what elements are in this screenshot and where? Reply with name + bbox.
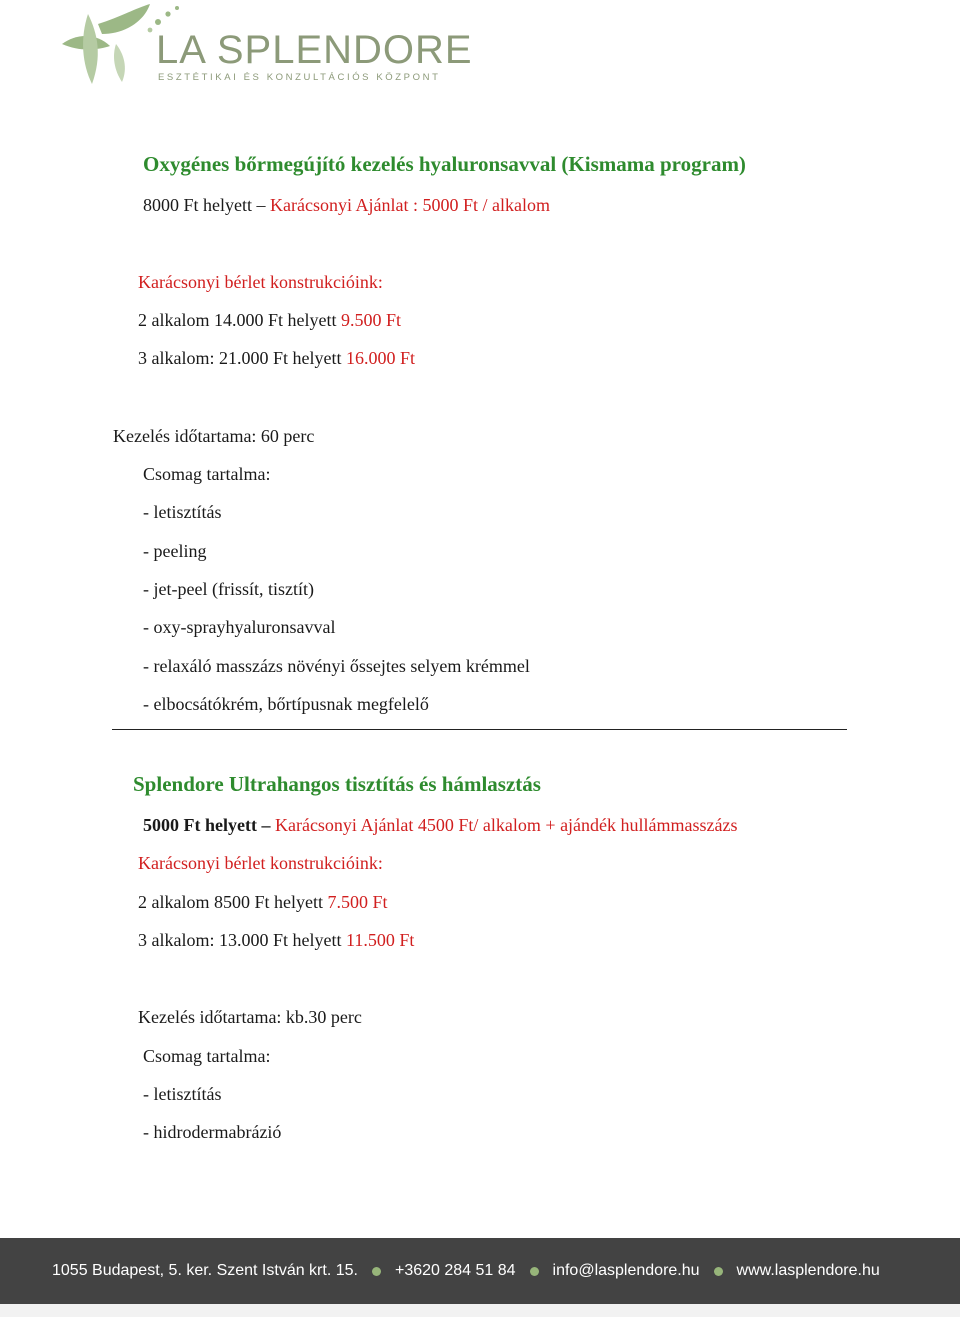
section2-price-line bbox=[143, 814, 738, 836]
footer-email[interactable]: info@lasplendore.hu bbox=[552, 1262, 700, 1279]
section2-pass-title: Karácsonyi bérlet konstrukcióink: bbox=[138, 853, 383, 873]
brand-name: LA SPLENDORE bbox=[156, 28, 473, 72]
bullet-dot-icon bbox=[372, 1267, 381, 1276]
section1-pass1-text: 2 alkalom 14.000 Ft helyett bbox=[138, 310, 337, 330]
section1-pass-title: Karácsonyi bérlet konstrukcióink: bbox=[138, 272, 383, 292]
section2-package-title: Csomag tartalma: bbox=[143, 1046, 271, 1066]
section1-package-title: Csomag tartalma: bbox=[143, 464, 271, 484]
section1-pass2 bbox=[138, 347, 415, 369]
footer-bar bbox=[0, 1238, 960, 1304]
section1-item: - jet-peel (frissít, tisztít) bbox=[143, 579, 314, 599]
bullet-dot-icon bbox=[714, 1267, 723, 1276]
section1-pass1 bbox=[138, 309, 401, 331]
section1-item: - relaxáló masszázs növényi őssejtes selyem krémmel bbox=[143, 656, 530, 676]
section2-pass1 bbox=[138, 891, 388, 913]
section1-item: - elbocsátókrém, bőrtípusnak megfelelő bbox=[143, 694, 429, 714]
brand-tagline: ESZTÉTIKAI ÉS KONZULTÁCIÓS KÖZPONT bbox=[158, 72, 441, 83]
section2-price-old: 5000 Ft helyett – bbox=[143, 815, 271, 835]
footer-phone[interactable]: +3620 284 51 84 bbox=[394, 1262, 516, 1279]
section-divider bbox=[112, 729, 847, 730]
footer-bottom-strip bbox=[0, 1304, 960, 1317]
section1-pass2-price: 16.000 Ft bbox=[345, 348, 415, 368]
bullet-dot-icon bbox=[530, 1267, 539, 1276]
section1-price-offer: Karácsonyi Ajánlat : 5000 Ft / alkalom bbox=[270, 195, 550, 215]
section1-price-old: 8000 Ft helyett – bbox=[143, 195, 266, 215]
section2-pass2-text: 3 alkalom: 13.000 Ft helyett bbox=[138, 930, 342, 950]
section1-duration: Kezelés időtartama: 60 perc bbox=[113, 426, 315, 446]
section2-price-offer: Karácsonyi Ajánlat 4500 Ft/ alkalom + ajándék hullámmasszázs bbox=[274, 815, 738, 835]
footer-address: 1055 Budapest, 5. ker. Szent István krt. 15. bbox=[52, 1262, 358, 1279]
footer-website[interactable]: www.lasplendore.hu bbox=[736, 1262, 880, 1279]
section1-pass1-price: 9.500 Ft bbox=[340, 310, 401, 330]
section2-duration: Kezelés időtartama: kb.30 perc bbox=[138, 1007, 362, 1027]
section1-item: - letisztítás bbox=[143, 502, 222, 522]
section2-pass2-price: 11.500 Ft bbox=[345, 930, 415, 950]
section1-item: - oxy-sprayhyaluronsavval bbox=[143, 617, 336, 637]
section1-pass2-text: 3 alkalom: 21.000 Ft helyett bbox=[138, 348, 342, 368]
section1-item: - peeling bbox=[143, 541, 207, 561]
section1-price-line bbox=[143, 194, 550, 216]
section2-item: - letisztítás bbox=[143, 1084, 222, 1104]
section2-pass1-text: 2 alkalom 8500 Ft helyett bbox=[138, 892, 323, 912]
section2-pass2 bbox=[138, 929, 414, 951]
section1-title: Oxygénes bőrmegújító kezelés hyaluronsavval (Kismama program) bbox=[143, 152, 746, 176]
section2-pass1-price: 7.500 Ft bbox=[327, 892, 388, 912]
section2-title: Splendore Ultrahangos tisztítás és hámlasztás bbox=[133, 772, 541, 796]
section2-item: - hidrodermabrázió bbox=[143, 1122, 282, 1142]
brand-logo bbox=[58, 4, 478, 88]
